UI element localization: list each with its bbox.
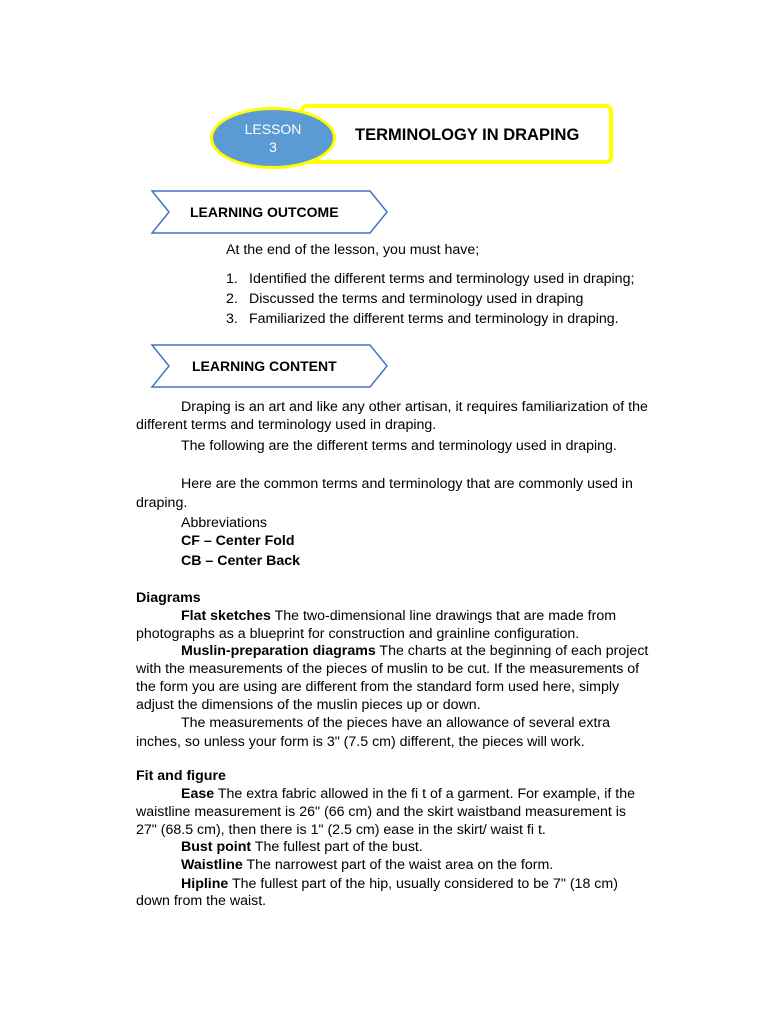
content-paragraph-2: The following are the different terms and terminology used in draping.: [181, 438, 617, 454]
bust-point-term: Bust point: [181, 839, 252, 855]
waistline-line: Waistline The narrowest part of the waist area on the form.: [181, 857, 554, 873]
hipline-line-2: down from the waist.: [136, 893, 267, 909]
hipline-term: Hipline: [181, 876, 229, 892]
lesson-number: 3: [269, 139, 277, 155]
muslin-line-1: Muslin-preparation diagrams The charts at the beginning of each project: [181, 643, 649, 659]
flat-sketches-term: Flat sketches: [181, 608, 271, 624]
lesson-word: LESSON: [244, 121, 302, 137]
outcome-list: [226, 270, 634, 330]
list-item: 1. Identified the different terms and terminology used in draping;: [226, 271, 635, 287]
abbreviations-label: Abbreviations: [181, 515, 267, 531]
list-item: 2. Discussed the terms and terminology used in draping: [226, 291, 584, 307]
content-paragraph-3-line-1: Here are the common terms and terminology that are commonly used in: [181, 476, 633, 492]
content-paragraph-3-line-2: draping.: [136, 495, 188, 511]
lesson-title: TERMINOLOGY IN DRAPING: [355, 126, 580, 144]
muslin-line-3: the form you are using are different from the standard form used here, simply: [136, 679, 620, 695]
diagrams-heading: Diagrams: [136, 590, 201, 606]
learning-content-heading: LEARNING CONTENT: [192, 358, 337, 374]
content-paragraph-1-line-1: Draping is an art and like any other artisan, it requires familiarization of the: [181, 399, 648, 415]
ease-line-1: Ease The extra fabric allowed in the fi t of a garment. For example, if the: [181, 786, 635, 802]
hipline-line-1: Hipline The fullest part of the hip, usually considered to be 7" (18 cm): [181, 876, 618, 892]
bust-point-line: Bust point The fullest part of the bust.: [181, 839, 423, 855]
learning-outcome-heading: LEARNING OUTCOME: [190, 204, 339, 220]
flat-sketches-line-1: Flat sketches The two-dimensional line drawings that are made from: [181, 608, 617, 624]
ease-line-3: 27" (68.5 cm), then there is 1" (2.5 cm) ease in the skirt/ waist fi t.: [136, 822, 546, 838]
abbreviation-cf: CF – Center Fold: [181, 533, 295, 549]
abbreviation-cb: CB – Center Back: [181, 553, 301, 569]
waistline-term: Waistline: [181, 857, 243, 873]
ease-line-2: waistline measurement is 26" (66 cm) and the skirt waistband measurement is: [136, 804, 626, 820]
content-paragraph-1-line-2: different terms and terminology used in draping.: [136, 417, 437, 433]
muslin-line-4: adjust the dimensions of the muslin pieces up or down.: [136, 697, 481, 713]
fit-figure-heading: Fit and figure: [136, 768, 226, 784]
measurements-line-1: The measurements of the pieces have an allowance of several extra: [181, 715, 611, 731]
muslin-line-2: with the measurements of the pieces of muslin to be cut. If the measurements of: [136, 661, 640, 677]
list-item: 3. Familiarized the different terms and terminology in draping.: [226, 311, 619, 327]
muslin-term: Muslin-preparation diagrams: [181, 643, 376, 659]
lesson-number-badge: [210, 107, 336, 169]
ease-term: Ease: [181, 786, 215, 802]
measurements-line-2: inches, so unless your form is 3" (7.5 cm) different, the pieces will work.: [136, 734, 585, 750]
flat-sketches-line-2: photographs as a blueprint for construction and grainline configuration.: [136, 626, 580, 642]
outcome-intro: At the end of the lesson, you must have;: [226, 242, 480, 258]
